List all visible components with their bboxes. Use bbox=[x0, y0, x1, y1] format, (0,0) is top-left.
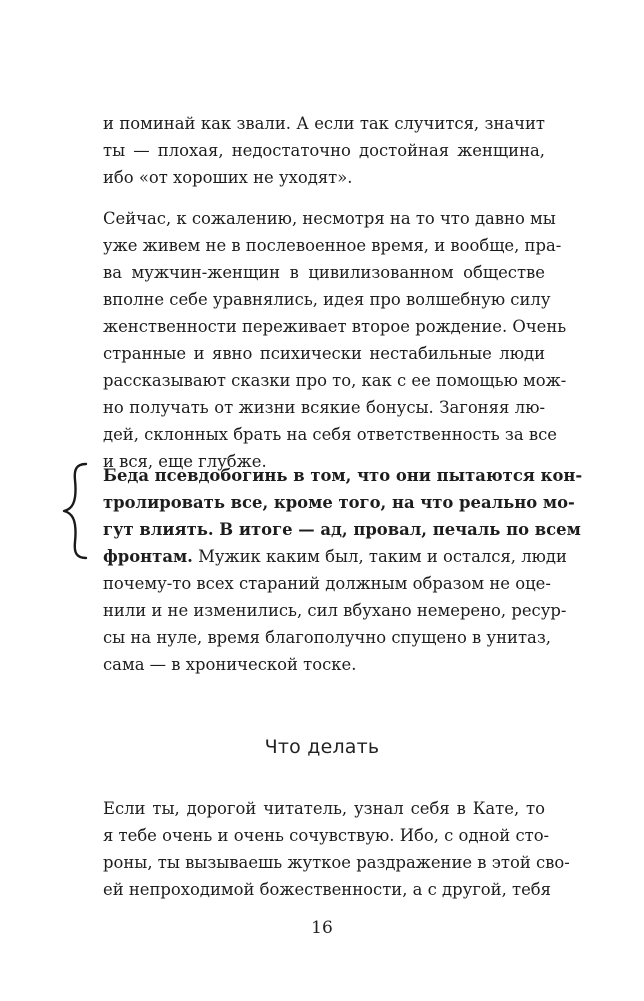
text-line: ибо «от хороших не уходят». bbox=[103, 168, 353, 187]
text-line: ты — плохая, недостаточно достойная женщина, bbox=[103, 141, 545, 160]
text-line: ей непроходимой божественности, а с другой, тебя bbox=[103, 880, 551, 899]
page-number: 16 bbox=[311, 918, 333, 938]
text-line: рассказывают сказки про то, как с ее помощью мож- bbox=[103, 371, 567, 390]
text-line: ва мужчин-женщин в цивилизованном обществе bbox=[103, 263, 545, 282]
text-line: вполне себе уравнялись, идея про волшебную силу bbox=[103, 290, 551, 309]
text-line-bold: тролировать все, кроме того, на что реально мо- bbox=[103, 493, 575, 512]
text-line-bold: Беда псевдобогинь в том, что они пытаются кон- bbox=[103, 466, 583, 485]
text-line-bold: гут влиять. В итоге — ад, провал, печаль по всем bbox=[103, 520, 581, 539]
text-line: я тебе очень и очень сочувствую. Ибо, с одной сто- bbox=[103, 826, 550, 845]
text-line: женственности переживает второе рождение. Очень bbox=[103, 317, 567, 336]
text-line: Если ты, дорогой читатель, узнал себя в Кате, то bbox=[103, 799, 545, 818]
text-line: сама — в хронической тоске. bbox=[103, 655, 357, 674]
bold-fragment: фронтам. bbox=[103, 547, 193, 566]
text-line: странные и явно психически нестабильные люди bbox=[103, 344, 545, 363]
section-heading: Что делать bbox=[264, 736, 380, 758]
text-line: но получать от жизни всякие бонусы. Загоняя лю- bbox=[103, 398, 545, 417]
curly-brace-icon bbox=[62, 462, 92, 560]
regular-fragment: Мужик каким был, таким и остался, люди bbox=[192, 547, 567, 566]
text-line: Сейчас, к сожалению, несмотря на то что давно мы bbox=[103, 209, 556, 228]
text-line: уже живем не в послевоенное время, и вообще, пра- bbox=[103, 236, 562, 255]
text-line: нили и не изменились, сил вбухано немерено, ресур- bbox=[103, 601, 567, 620]
text-line-mixed bbox=[103, 547, 567, 567]
text-line: и вся, еще глубже. bbox=[103, 452, 267, 471]
text-line: роны, ты вызываешь жуткое раздражение в этой сво- bbox=[103, 853, 570, 872]
text-line: сы на нуле, время благополучно спущено в унитаз, bbox=[103, 628, 551, 647]
text-line: и поминай как звали. А если так случится, значит bbox=[103, 114, 545, 133]
text-line: дей, склонных брать на себя ответственность за все bbox=[103, 425, 557, 444]
text-line: почему-то всех стараний должным образом не оце- bbox=[103, 574, 551, 593]
